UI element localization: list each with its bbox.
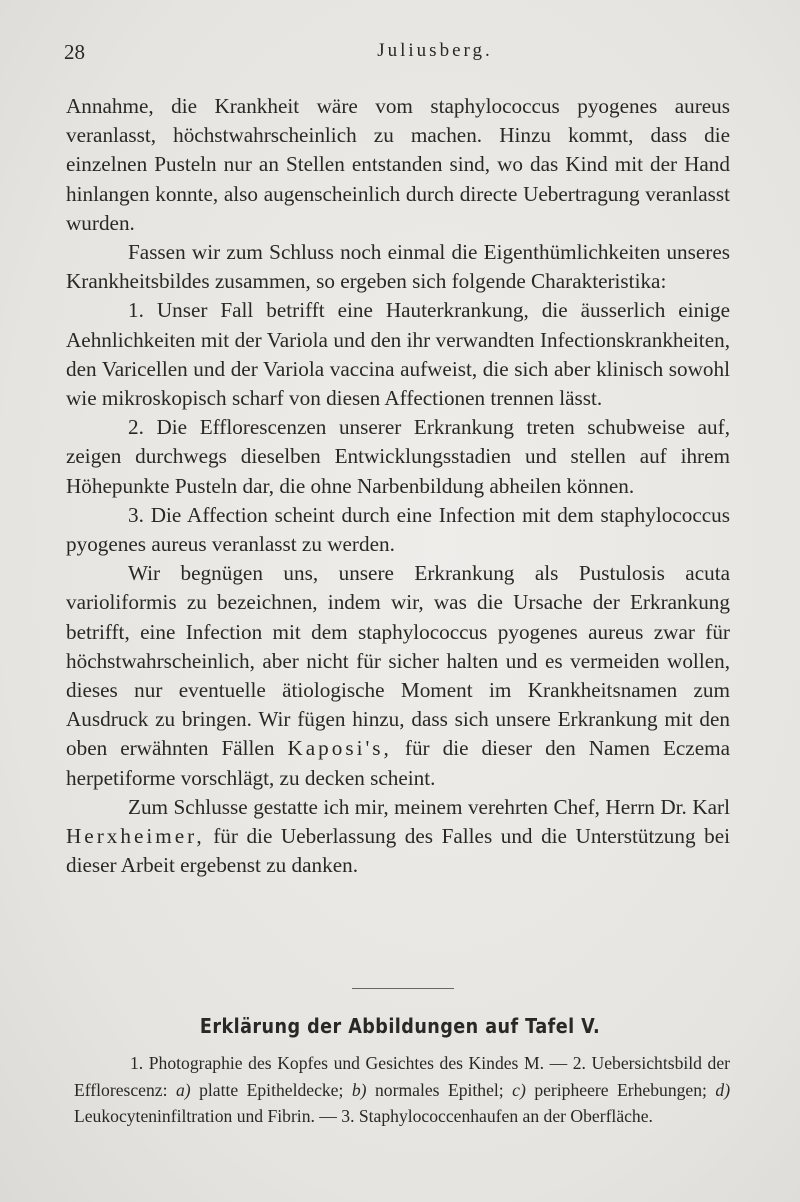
caption-text-c: peripheere Erhebungen; xyxy=(534,1079,707,1100)
caption-label-c: c) xyxy=(512,1079,526,1100)
paragraph-diagnosis-text: Wir begnügen uns, unsere Erkrankung als Pustulosis acuta varioliformis zu bezeichnen, indem wir, was die Ursache der Erkrankung betrifft, eine Infection mit dem staphylococcus pyogenes aureus zwar für höchstwahrscheinlich, aber nicht für sicher halten und es vermeiden wollen, dieses nur eventuelle ätiologische Moment im Krankheitsnamen zum Ausdruck zu bringen. Wir fügen hinzu, dass sich unsere Erkrankung mit den oben erwähnten Fällen xyxy=(66,561,730,761)
page-header xyxy=(64,40,736,70)
author-name-herxheimer: Herxheimer, xyxy=(66,824,205,849)
caption-text-b: normales Epithel; xyxy=(375,1079,504,1100)
paragraph-point-3: 3. Die Affection scheint durch eine Infection mit dem staphylococcus pyogenes aureus veranlasst zu werden. xyxy=(66,502,730,557)
caption-label-d: d) xyxy=(715,1079,731,1100)
paragraph-acknowledgement-tail: für die Ueberlassung des Falles und die Unterstützung bei dieser Arbeit ergebenst zu danken. xyxy=(66,824,730,878)
body-text xyxy=(66,92,730,880)
paragraph-acknowledgement-text: Zum Schlusse gestatte ich mir, meinem verehrten Chef, Herrn Dr. Karl xyxy=(128,794,730,819)
caption-label-b: b) xyxy=(351,1079,367,1100)
caption-text-a: platte Epitheldecke; xyxy=(199,1079,344,1100)
paragraph-continuation: Annahme, die Krankheit wäre vom staphylococcus pyogenes aureus veranlasst, höchstwahrscheinlich zu machen. Hinzu kommt, dass die einzelnen Pusteln nur an Stellen entstanden sind, wo das Kind mit der Hand hinlangen konnte, also augenscheinlich durch directe Uebertragung veranlasst wurden. xyxy=(66,94,730,235)
caption-paragraph xyxy=(74,1050,730,1130)
paragraph-point-1: 1. Unser Fall betrifft eine Hauterkrankung, die äusserlich einige Aehnlichkeiten mit der Variola und den ihr verwandten Infectionskrankheiten, den Varicellen und der Variola vaccina aufweist, die sich aber klinisch sowohl wie mikroskopisch scharf von diesen Affectionen trennen lässt. xyxy=(66,298,730,411)
running-head-author: Juliusberg. xyxy=(377,40,493,61)
caption-label-a: a) xyxy=(175,1079,191,1100)
page-number: 28 xyxy=(64,40,85,64)
section-divider xyxy=(352,988,454,989)
plates-heading: Erklärung der Abbildungen auf Tafel V. xyxy=(199,1014,601,1038)
plate-captions xyxy=(74,1050,730,1130)
paragraph-acknowledgement xyxy=(66,793,730,881)
paragraph-diagnosis-tail: für die dieser den Namen Eczema herpetiforme vorschlägt, zu decken scheint. xyxy=(66,736,731,790)
paragraph-point-2: 2. Die Efflorescenzen unserer Erkrankung treten schubweise auf, zeigen durchwegs dieselben Entwicklungsstadien und stellen auf ihrem Höhepunkte Pusteln dar, die ohne Narbenbildung abheilen können. xyxy=(66,415,730,498)
author-name-kaposi: Kaposi's, xyxy=(287,736,392,761)
paragraph-diagnosis xyxy=(66,559,730,793)
caption-text-1: 1. Photographie des Kopfes und Gesichtes des Kindes M. — 2. Uebersichtsbild der Efflorescenz: xyxy=(74,1053,730,1100)
caption-text-d: Leukocyteninfiltration und Fibrin. — 3. Staphylococcenhaufen an der Oberfläche. xyxy=(74,1106,653,1127)
paragraph-summary-intro: Fassen wir zum Schluss noch einmal die Eigenthümlichkeiten unseres Krankheitsbildes zusammen, so ergeben sich folgende Charakteristika: xyxy=(66,240,730,294)
